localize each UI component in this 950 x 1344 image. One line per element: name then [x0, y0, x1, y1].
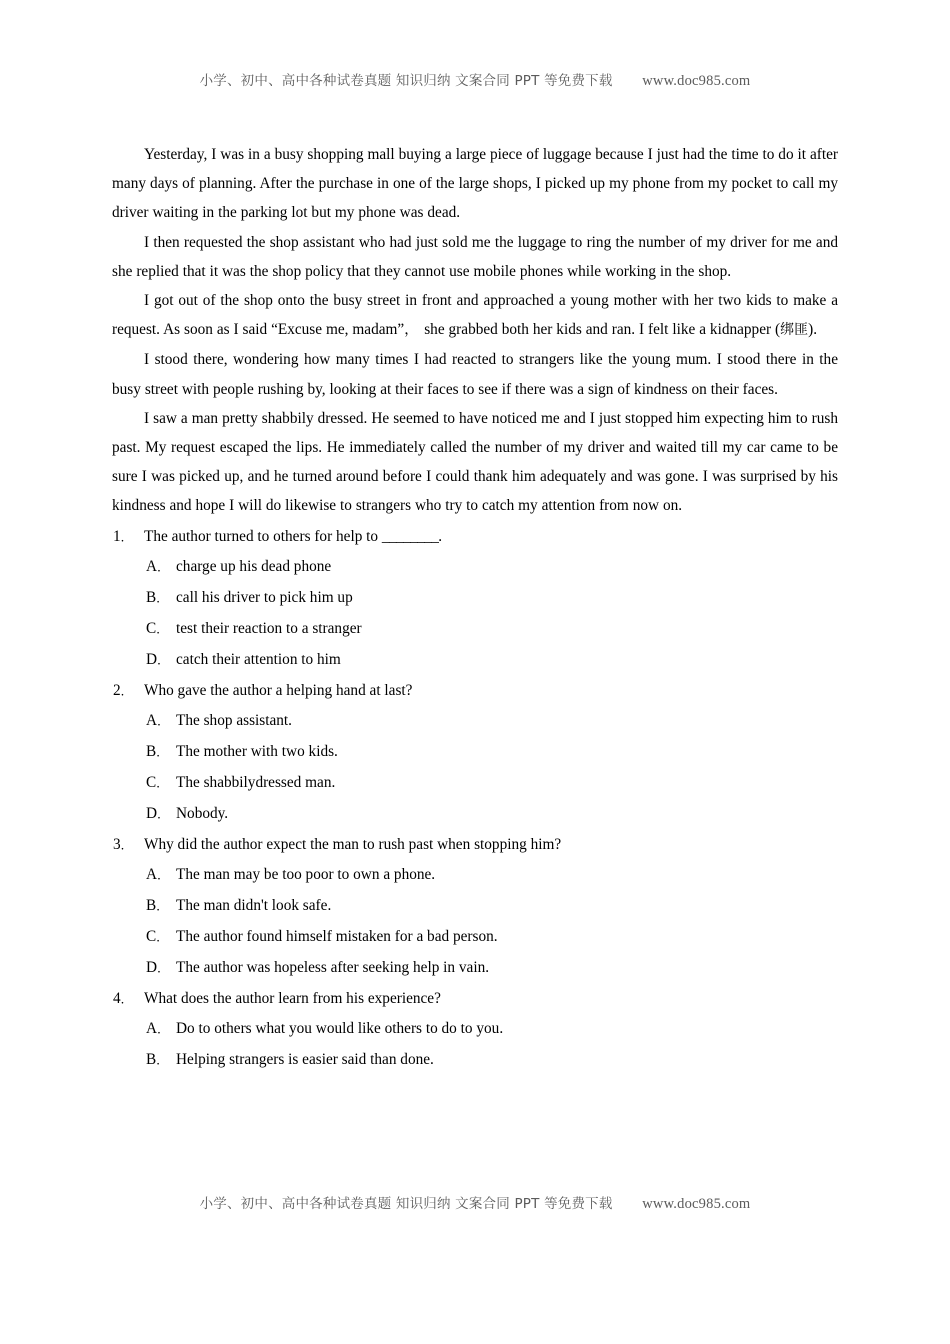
question-3-option-c[interactable] — [112, 922, 838, 953]
question-4-option-a[interactable] — [112, 1014, 838, 1045]
option-text: call his driver to pick him up — [176, 589, 353, 607]
question-4-stem — [112, 984, 838, 1015]
option-letter-b: B． — [146, 897, 169, 915]
question-2-stem — [112, 676, 838, 707]
question-3-option-d[interactable] — [112, 953, 838, 984]
option-letter-d: D． — [146, 650, 170, 668]
question-1-answer-blank: ________ — [381, 527, 439, 545]
page-footer — [0, 1192, 950, 1213]
passage-paragraph-1: Yesterday, I was in a busy shopping mall buying a large piece of luggage because I just had the time to do it after many days of planning. After the purchase in one of the large shops, I picked up my phone from my pocket to call my driver waiting in the parking lot but my phone was dead. — [112, 146, 838, 222]
paragraph-3-part-3: ). — [808, 321, 818, 339]
option-letter-c: C． — [146, 928, 169, 945]
paragraph-3-part-1: I got out of the shop onto the busy street in front and approached a young mother with her two kids to make a request. As soon as I said “Excuse me, madam” — [112, 292, 838, 339]
option-text: The author was hopeless after seeking help in vain. — [176, 958, 490, 976]
option-text: Nobody. — [176, 804, 229, 822]
question-3-stem-text: Why did the author expect the man to rush past when stopping him? — [144, 835, 562, 853]
question-3-number: 3． — [113, 835, 133, 853]
option-letter-b: B． — [146, 589, 169, 607]
question-1-stem-tail: . — [438, 527, 443, 545]
option-letter-a: A． — [146, 558, 170, 576]
question-1 — [112, 522, 838, 676]
question-3-option-b[interactable] — [112, 891, 838, 922]
option-text: The shabbilydressed man. — [176, 774, 336, 792]
question-3-stem — [112, 830, 838, 861]
option-text: charge up his dead phone — [176, 558, 332, 576]
question-1-option-b[interactable] — [112, 583, 838, 614]
option-text: The mother with two kids. — [176, 743, 338, 761]
question-4-stem-text: What does the author learn from his experience? — [144, 989, 441, 1007]
page-header — [0, 69, 950, 90]
document-body — [112, 140, 838, 1076]
questions-list — [112, 522, 838, 1076]
paragraph-3-fullwidth-comma: ， — [404, 322, 425, 339]
option-text: The man may be too poor to own a phone. — [176, 866, 436, 884]
footer-website-url: www.doc985.com — [642, 1196, 751, 1212]
option-letter-d: D． — [146, 804, 170, 822]
question-3-option-a[interactable] — [112, 860, 838, 891]
option-letter-a: A． — [146, 712, 170, 730]
option-letter-c: C． — [146, 620, 169, 638]
option-text: The shop assistant. — [176, 712, 292, 730]
option-text: catch their attention to him — [176, 650, 341, 668]
passage-paragraph-2: I then requested the shop assistant who had just sold me the luggage to ring the number of my driver for me and she replied that it was the shop policy that they cannot use mobile phones while working in the shop. — [112, 233, 838, 280]
option-text: Do to others what you would like others to do to you. — [176, 1020, 504, 1038]
question-2-option-b[interactable] — [112, 737, 838, 768]
option-letter-b: B． — [146, 743, 169, 761]
question-3 — [112, 830, 838, 984]
passage-paragraph-5: I saw a man pretty shabbily dressed. He seemed to have noticed me and I just stopped him expecting him to rush past. My request escaped the lips. He immediately called the number of my driver and waited till my car came to be sure I was picked up, and he turned around before I could thank him adequately and was gone. I was surprised by his kindness and hope I will do likewise to strangers who try to catch my attention from now on. — [112, 409, 838, 515]
option-text: The author found himself mistaken for a bad person. — [176, 928, 498, 945]
question-4 — [112, 984, 838, 1076]
question-2-number: 2． — [113, 681, 133, 699]
question-1-stem — [112, 522, 838, 553]
header-website-url: www.doc985.com — [642, 73, 751, 89]
question-2 — [112, 676, 838, 830]
question-4-number: 4． — [113, 989, 133, 1007]
option-letter-a: A． — [146, 866, 170, 884]
option-text: test their reaction to a stranger — [176, 620, 362, 638]
question-1-number: 1． — [113, 527, 133, 545]
question-1-stem-text: The author turned to others for help to — [144, 527, 382, 545]
option-letter-d: D． — [146, 958, 170, 976]
passage-paragraph-3 — [112, 286, 838, 345]
question-1-option-a[interactable] — [112, 552, 838, 583]
passage-paragraph-4: I stood there, wondering how many times I had reacted to strangers like the young mum. I stood there in the busy street with people rushing by, looking at their faces to see if there was a sign of kindness on their faces. — [112, 351, 838, 398]
question-2-option-a[interactable] — [112, 706, 838, 737]
question-4-option-b[interactable] — [112, 1045, 838, 1076]
option-letter-c: C． — [146, 774, 169, 792]
option-text: The man didn't look safe. — [176, 897, 332, 915]
paragraph-3-chinese-gloss: 绑匪 — [780, 322, 809, 339]
question-1-option-d[interactable] — [112, 645, 838, 676]
header-chinese-text: 小学、初中、高中各种试卷真题 知识归纳 文案合同 PPT 等免费下载 — [199, 73, 613, 89]
question-2-stem-text: Who gave the author a helping hand at last? — [144, 681, 413, 699]
option-letter-b: B． — [146, 1051, 169, 1069]
question-2-option-d[interactable] — [112, 799, 838, 830]
question-2-option-c[interactable] — [112, 768, 838, 799]
option-letter-a: A． — [146, 1020, 170, 1038]
paragraph-3-part-2: she grabbed both her kids and ran. I felt like a kidnapper ( — [424, 321, 781, 339]
footer-chinese-text: 小学、初中、高中各种试卷真题 知识归纳 文案合同 PPT 等免费下载 — [199, 1196, 613, 1212]
option-text: Helping strangers is easier said than done. — [176, 1051, 434, 1069]
question-1-option-c[interactable] — [112, 614, 838, 645]
